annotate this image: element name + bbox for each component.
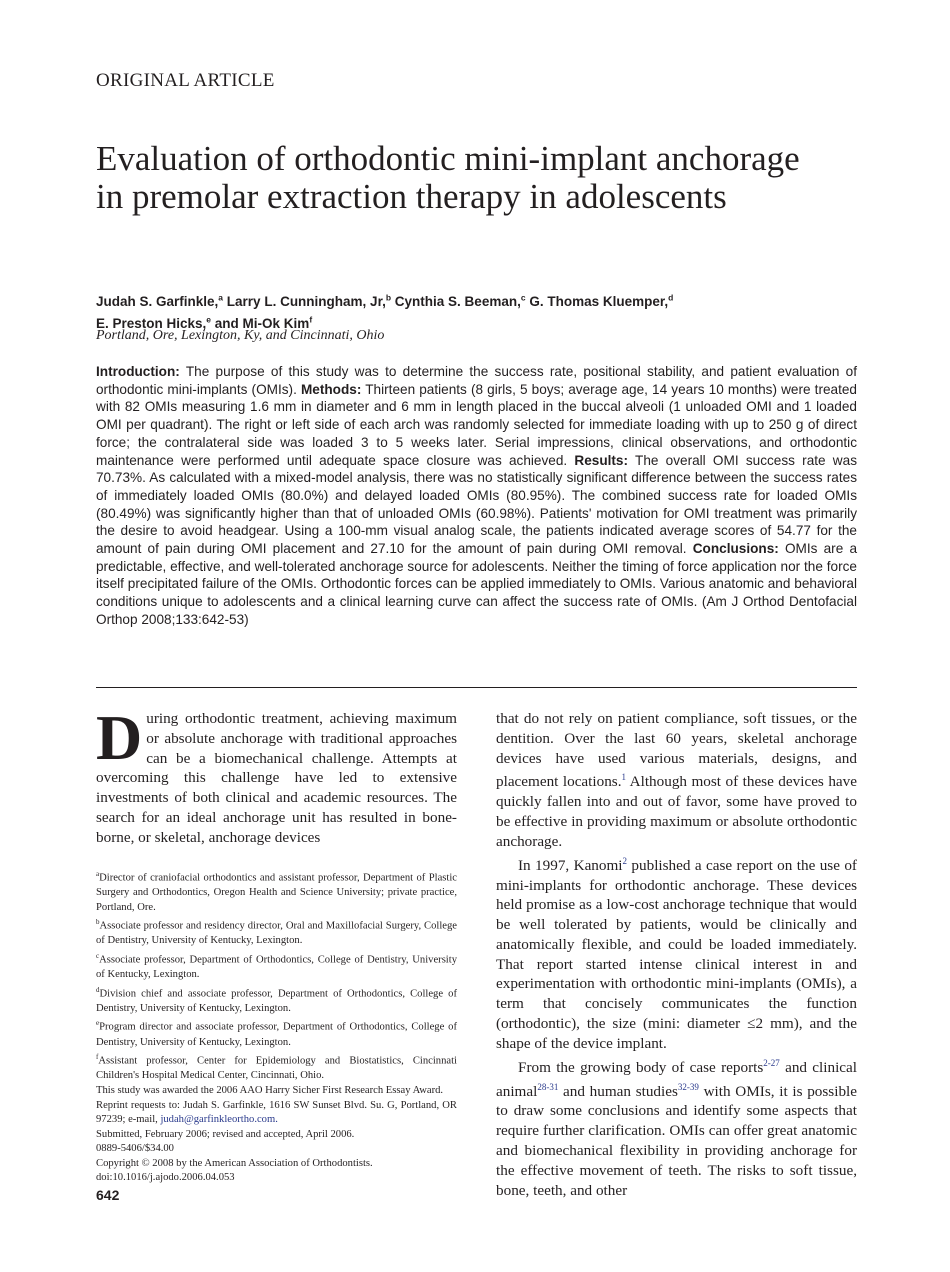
author: Cynthia S. Beeman,$^c$	[394, 292, 526, 309]
reference-link[interactable]: 2	[622, 855, 628, 866]
divider	[96, 687, 857, 688]
author-locations: Portland, Ore, Lexington, Ky, and Cincinnati, Ohio	[96, 328, 385, 343]
footnotes	[96, 867, 457, 1186]
doi[interactable]: doi:10.1016/j.ajodo.2006.04.053	[96, 1172, 235, 1184]
reference-link[interactable]: 28-31	[537, 1081, 559, 1092]
reprint-note: Reprint requests to: Judah S. Garfinkle, 1616 SW Sunset Blvd. Su. G, Portland, OR 97239; e-mail, judah@garfinkleortho.com.	[96, 1099, 457, 1126]
abstract	[96, 363, 857, 629]
drop-cap: D	[96, 702, 143, 773]
page-number: 642	[96, 1187, 120, 1203]
abstract-label: Introduction:	[96, 364, 180, 379]
abstract-label: Results:	[574, 452, 629, 468]
footnote: $^e$Program director and associate professor, Department of Orthodontics, College of Dentistry, University of Kentucky, Lexington.	[96, 1019, 457, 1048]
copyright: Copyright © 2008 by the American Association of Orthodontists.	[96, 1157, 373, 1169]
submitted-note: Submitted, February 2006; revised and accepted, April 2006.	[96, 1128, 355, 1140]
abstract-label: Methods:	[300, 381, 362, 397]
reference-link[interactable]: 1	[621, 772, 627, 783]
body-column-right	[496, 709, 857, 1200]
footnote: $^d$Division chief and associate professor, Department of Orthodontics, College of Dentistry, University of Kentucky, Lexington.	[96, 985, 457, 1014]
author: Larry L. Cunningham, Jr,$^b$	[226, 292, 392, 309]
footnote: $^b$Associate professor and residency director, Oral and Maxillofacial Surgery, College of Dentistry, University of Kentucky, Lexington.	[96, 918, 457, 947]
email-link[interactable]: judah@garfinkleortho.com.	[160, 1114, 278, 1126]
abstract-text: The overall OMI success rate was 70.73%. As calculated with a mixed-model analysis, there was no statistically significant difference between the success rates of immediately loaded OMIs (80.0%) and delayed loaded OMIs (80.95%). The combined success rate for loaded OMIs (80.49%) was significantly higher than that of unloaded OMIs (60.98%). Patients' motivation for OMI treatment was primarily the desire to avoid headgear. Using a 100-mm visual analog scale, the patients indicated average scores of 54.77 for the amount of pain during OMI placement and 27.10 for the amount of pain during OMI removal.	[96, 452, 857, 557]
article-title: Evaluation of orthodontic mini-implant anchorage in premolar extraction therapy in adolescents	[96, 139, 800, 216]
body-paragraph: In 1997, Kanomi$^2$ published a case report on the use of mini-implants for orthodontic anchorage. These devices held promise as a low-cost anchorage technique that would be well tolerated by patients, would be clinically and anatomically flexible, and could be loaded immediately. That report started intense clinical interest in and experimentation with orthodontic mini-implants (OMIs), a term that concisely communicates the function (orthodontic), the size (mini: diameter ≤2 mm), and the shape of the device implant.	[496, 855, 857, 1052]
award-note: This study was awarded the 2006 AAO Harry Sicher First Research Essay Award.	[96, 1084, 444, 1096]
body-column-left	[96, 702, 457, 848]
abstract-text: Thirteen patients (8 girls, 5 boys; average age, 14 years 10 months) were treated with 82 OMIs measuring 1.6 mm in diameter and 6 mm in length placed in the buccal alveoli (1 unloaded OMI and 1 loaded OMI per quadrant). The right or left side of each arch was randomly selected for immediate loading with up to 250 g of direct force; the contralateral side was loaded 3 to 5 weeks later. Serial impressions, clinical observations, and orthodontic maintenance were performed until adequate space closure was achieved.	[96, 381, 857, 468]
issn: 0889-5406/$34.00	[96, 1143, 174, 1155]
abstract-text: The purpose of this study was to determine the success rate, positional stability, and patient evaluation of orthodontic mini-implants (OMIs).	[96, 364, 857, 397]
body-paragraph: From the growing body of case reports$^{2-27}$ and clinical animal$^{28-31}$ and human studies$^{32-39}$ with OMIs, it is possible to draw some conclusions and identify some aspects that require further clarification. OMIs can offer great anatomic and biomechanical flexibility in providing anchorage for the effective movement of teeth. The risks to soft tissue, bone, teeth, and other	[496, 1057, 858, 1199]
reference-link[interactable]: 32-39	[677, 1081, 699, 1092]
footnote: $^f$Assistant professor, Center for Epidemiology and Biostatistics, Cincinnati Children's Hospital Medical Center, Cincinnati, Ohio.	[96, 1053, 457, 1082]
author: G. Thomas Kluemper,$^d$	[529, 292, 674, 309]
body-paragraph: that do not rely on patient compliance, soft tissues, or the dentition. Over the last 60 years, skeletal anchorage devices have used various materials, designs, and placement locations.$^1$ Although most of these devices have quickly fallen into and out of favor, some have proved to be effective in providing maximum or absolute orthodontic anchorage.	[496, 710, 857, 850]
author: Judah S. Garfinkle,$^a$	[96, 292, 224, 309]
author: E. Preston Hicks,$^e$	[96, 314, 212, 331]
author-list	[96, 288, 796, 333]
section-label: ORIGINAL ARTICLE	[96, 70, 275, 91]
abstract-label: Conclusions:	[692, 541, 779, 557]
footnote: $^c$Associate professor, Department of Orthodontics, College of Dentistry, University of Kentucky, Lexington.	[96, 952, 457, 981]
body-paragraph: During orthodontic treatment, achieving maximum or absolute anchorage with traditional approaches can be a biomechanical challenge. Attempts at overcoming this challenge have led to extensive investments of both clinical and academic resources. The search for an ideal anchorage unit has resulted in bone-borne, or skeletal, anchorage devices	[96, 702, 457, 846]
abstract-text: OMIs are a predictable, effective, and well-tolerated anchorage source for adolescents. Neither the timing of force application nor the force itself precipitated failure of the OMIs. Orthodontic forces can be applied immediately to OMIs. Various anatomic and behavioral conditions unique to adolescents and a clinical learning curve can affect the success rate of OMIs. (Am J Orthod Dentofacial Orthop 2008;133:642-53)	[96, 541, 857, 627]
footnote: $^a$Director of craniofacial orthodontics and assistant professor, Department of Plastic Surgery and Orthodontics, Oregon Health and Science University; private practice, Portland, Ore.	[96, 870, 457, 913]
reference-link[interactable]: 2-27	[763, 1057, 780, 1068]
author: and Mi-Ok Kim$^f$	[214, 314, 313, 331]
